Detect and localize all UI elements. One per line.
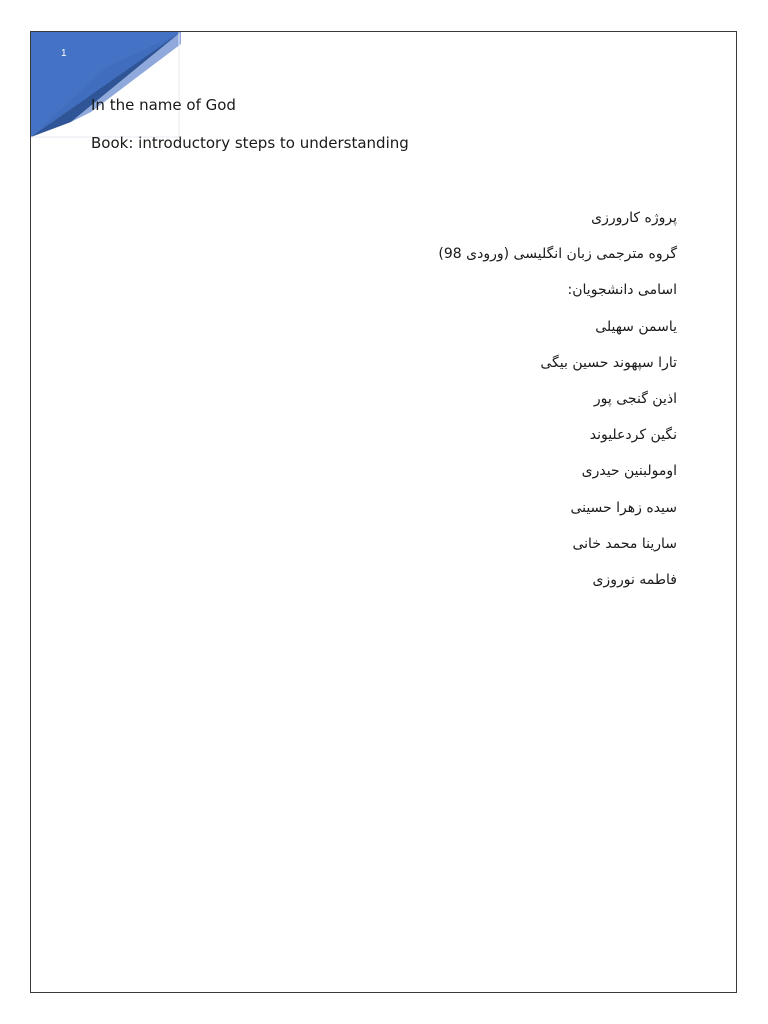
corner-shape-overlay (31, 32, 181, 137)
student-name: نگین کردعلیوند (589, 427, 677, 444)
students-heading: اسامی دانشجویان: (567, 282, 677, 299)
student-name: یاسمن سهیلی (595, 318, 677, 335)
page-number: 1 (61, 48, 67, 59)
document-page (30, 31, 737, 993)
student-name: فاطمه نوروزی (592, 571, 677, 588)
book-title: Book: introductory steps to understanding (91, 134, 409, 152)
corner-decoration (31, 32, 181, 142)
project-title: پروژه کارورزی (591, 210, 677, 226)
student-name: تارا سپهوند حسین بیگی (540, 354, 677, 371)
student-name: اومولبنین حیدری (581, 463, 677, 480)
group-name: گروه مترجمی زبان انگلیسی (ورودی 98) (438, 246, 677, 263)
page-title: In the name of God (91, 96, 236, 114)
persian-text-block (257, 204, 677, 602)
student-name: سارینا محمد خانی (572, 535, 677, 552)
student-name: اذین گنجی پور (593, 390, 677, 407)
student-name: سیده زهرا حسینی (570, 499, 677, 516)
